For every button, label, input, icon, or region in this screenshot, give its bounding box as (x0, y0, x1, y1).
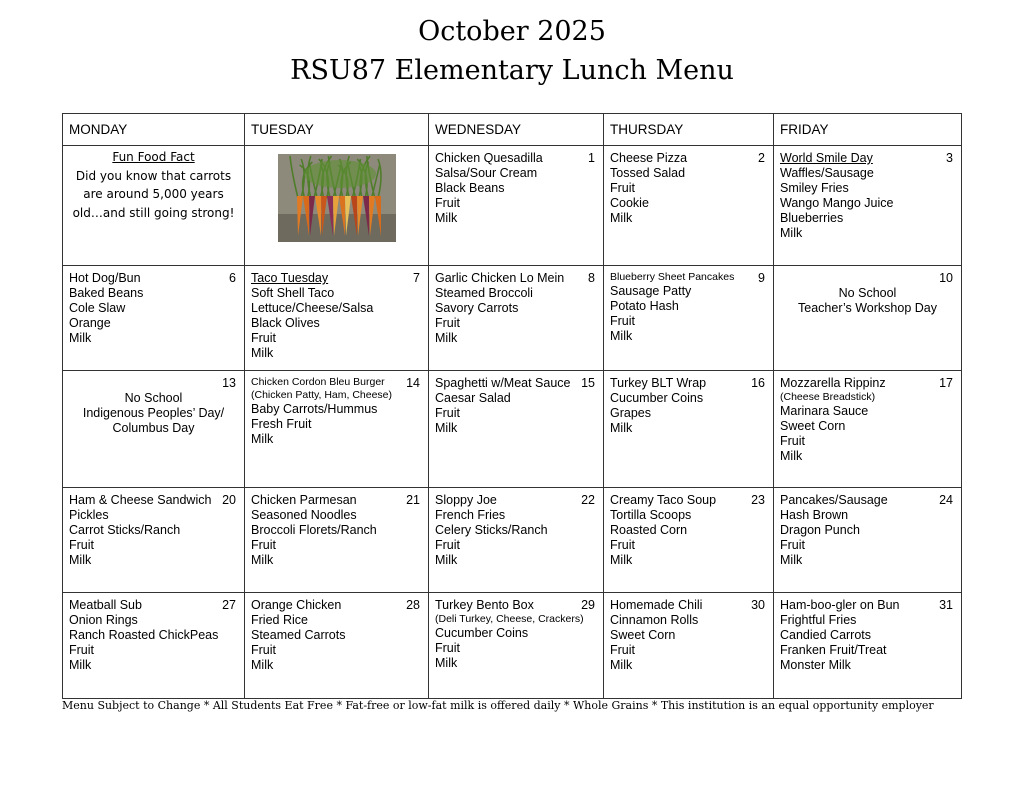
day-cell (63, 146, 245, 266)
carrots-photo-icon (278, 154, 396, 242)
menu-item: Roasted Corn (610, 523, 688, 537)
menu-item: Milk (435, 553, 458, 567)
menu-item: Marinara Sauce (780, 404, 869, 418)
day-cell (63, 371, 245, 488)
menu-item: Dragon Punch (780, 523, 860, 537)
lunch-calendar (62, 113, 962, 699)
menu-item-main: Turkey BLT Wrap (610, 376, 707, 390)
day-cell (63, 266, 245, 371)
menu-item: Potato Hash (610, 299, 679, 313)
menu-item-main: Sloppy Joe (435, 493, 497, 507)
day-cell (604, 488, 774, 593)
menu-item: Lettuce/Cheese/Salsa (251, 301, 374, 315)
menu-item: Fruit (610, 181, 635, 195)
menu-item: Milk (251, 553, 274, 567)
menu-item: Fruit (435, 406, 460, 420)
menu-item: Fruit (251, 643, 276, 657)
menu-item-main: Meatball Sub (69, 598, 142, 612)
menu-item: Milk (780, 226, 803, 240)
menu-item: Milk (610, 329, 633, 343)
menu-item: Milk (780, 553, 803, 567)
menu-item-main: Spaghetti w/Meat Sauce (435, 376, 571, 390)
day-number: 29 (581, 598, 595, 612)
menu-item-main: Blueberry Sheet Pancakes (610, 271, 735, 283)
menu-item: Candied Carrots (780, 628, 872, 642)
menu-item: Fruit (610, 538, 635, 552)
menu-item: Fruit (251, 538, 276, 552)
day-number: 14 (406, 376, 420, 390)
day-header-thursday: THURSDAY (604, 114, 774, 146)
menu-item: Fruit (69, 643, 94, 657)
week-row (63, 488, 962, 593)
menu-item: Tossed Salad (610, 166, 686, 180)
menu-item: Monster Milk (780, 658, 851, 672)
menu-item: Cinnamon Rolls (610, 613, 699, 627)
menu-item: Fruit (251, 331, 276, 345)
menu-item-main: Cheese Pizza (610, 151, 688, 165)
day-number: 23 (751, 493, 765, 507)
menu-item: Milk (69, 658, 92, 672)
menu-item: Caesar Salad (435, 391, 511, 405)
menu-item: Milk (251, 346, 274, 360)
fun-fact-heading: Fun Food Fact (112, 150, 195, 164)
menu-item: Grapes (610, 406, 651, 420)
menu-item-main: Ham & Cheese Sandwich (69, 493, 212, 507)
day-number: 15 (581, 376, 595, 390)
menu-item: Smiley Fries (780, 181, 849, 195)
week-row (63, 146, 962, 266)
menu-item: Fruit (780, 434, 805, 448)
day-header-monday: MONDAY (63, 114, 245, 146)
menu-item: Salsa/Sour Cream (435, 166, 538, 180)
menu-item: Fruit (610, 314, 635, 328)
day-cell (604, 371, 774, 488)
day-number: 3 (946, 151, 953, 165)
day-cell (774, 146, 962, 266)
menu-item: Celery Sticks/Ranch (435, 523, 548, 537)
menu-item: Steamed Carrots (251, 628, 346, 642)
menu-item-main: No School (838, 286, 897, 300)
menu-item: Broccoli Florets/Ranch (251, 523, 377, 537)
day-number: 30 (751, 598, 765, 612)
menu-item: Milk (251, 432, 274, 446)
menu-item: Milk (610, 211, 633, 225)
menu-item: Hash Brown (780, 508, 849, 522)
day-number: 27 (222, 598, 236, 612)
day-number: 22 (581, 493, 595, 507)
menu-item-main: Pancakes/Sausage (780, 493, 888, 507)
day-number: 8 (588, 271, 595, 285)
day-cell (63, 488, 245, 593)
week-row (63, 371, 962, 488)
menu-item: Fruit (69, 538, 94, 552)
menu-item: Milk (610, 553, 633, 567)
day-number: 31 (939, 598, 953, 612)
menu-item-main: Mozzarella Rippinz (780, 376, 886, 390)
menu-title: RSU87 Elementary Lunch Menu (290, 55, 734, 86)
menu-item: Pickles (69, 508, 109, 522)
menu-item: Fruit (435, 538, 460, 552)
day-cell (245, 371, 429, 488)
day-number: 10 (939, 271, 953, 285)
menu-item: Franken Fruit/Treat (780, 643, 887, 657)
menu-item: Carrot Sticks/Ranch (69, 523, 181, 537)
fun-fact-line: Did you know that carrots (75, 168, 232, 183)
menu-item: Milk (69, 553, 92, 567)
menu-item-main: Turkey Bento Box (435, 598, 534, 612)
day-cell (429, 146, 604, 266)
menu-item: Teacher’s Workshop Day (798, 301, 937, 315)
day-number: 9 (758, 271, 765, 285)
menu-item: Cookie (610, 196, 649, 210)
menu-item-main: Homemade Chili (610, 598, 703, 612)
menu-item: Sweet Corn (780, 419, 846, 433)
day-header-wednesday: WEDNESDAY (429, 114, 604, 146)
month-title: October 2025 (418, 16, 606, 47)
menu-item: Frightful Fries (780, 613, 857, 627)
day-cell (429, 593, 604, 699)
menu-item: Milk (610, 658, 633, 672)
menu-item: Cucumber Coins (610, 391, 704, 405)
menu-item-main: Garlic Chicken Lo Mein (435, 271, 565, 285)
menu-item: Baked Beans (69, 286, 144, 300)
day-header-friday: FRIDAY (774, 114, 962, 146)
day-number: 1 (588, 151, 595, 165)
menu-item: Fruit (780, 538, 805, 552)
menu-item: Indigenous Peoples’ Day/ (82, 406, 225, 420)
day-number: 6 (229, 271, 236, 285)
menu-item: (Chicken Patty, Ham, Cheese) (251, 389, 393, 401)
menu-item: Tortilla Scoops (610, 508, 692, 522)
menu-item-main: Orange Chicken (251, 598, 342, 612)
day-cell (774, 488, 962, 593)
menu-item: Fruit (435, 316, 460, 330)
menu-item: Milk (69, 331, 92, 345)
menu-item: Black Olives (251, 316, 320, 330)
menu-item-main: Ham-boo-gler on Bun (780, 598, 900, 612)
menu-item: Fruit (435, 641, 460, 655)
fun-fact-line: old…and still going strong! (72, 205, 235, 220)
menu-item: Blueberries (780, 211, 844, 225)
fun-fact-line: are around 5,000 years (83, 187, 224, 201)
day-cell (604, 146, 774, 266)
menu-item: French Fries (435, 508, 506, 522)
menu-item: Black Beans (435, 181, 505, 195)
menu-item-main: Chicken Parmesan (251, 493, 357, 507)
day-cell (63, 593, 245, 699)
menu-item-main: Chicken Quesadilla (435, 151, 543, 165)
day-cell (604, 266, 774, 371)
menu-item: Fresh Fruit (251, 417, 312, 431)
menu-item: Seasoned Noodles (251, 508, 357, 522)
menu-item: Sweet Corn (610, 628, 676, 642)
day-cell (245, 593, 429, 699)
menu-item: Cole Slaw (69, 301, 126, 315)
day-cell (604, 593, 774, 699)
day-number: 16 (751, 376, 765, 390)
day-header-tuesday: TUESDAY (245, 114, 429, 146)
day-cell (774, 593, 962, 699)
menu-item: Orange (69, 316, 111, 330)
day-number: 28 (406, 598, 420, 612)
menu-item: Milk (251, 658, 274, 672)
menu-item: Baby Carrots/Hummus (251, 402, 378, 416)
week-row (63, 593, 962, 699)
menu-item: Cucumber Coins (435, 626, 529, 640)
day-number: 21 (406, 493, 420, 507)
menu-item: Onion Rings (69, 613, 138, 627)
menu-item: Wango Mango Juice (780, 196, 894, 210)
menu-item: Sausage Patty (610, 284, 692, 298)
day-cell (245, 146, 429, 266)
day-number: 2 (758, 151, 765, 165)
menu-item-main: No School (124, 391, 183, 405)
menu-item: Milk (780, 449, 803, 463)
menu-item-main: Taco Tuesday (251, 271, 329, 285)
menu-item: Milk (610, 421, 633, 435)
day-cell (429, 266, 604, 371)
menu-item: Milk (435, 656, 458, 670)
menu-item: Savory Carrots (435, 301, 519, 315)
day-number: 13 (222, 376, 236, 390)
menu-item: Milk (435, 331, 458, 345)
menu-item-main: Chicken Cordon Bleu Burger (251, 376, 385, 388)
menu-item: Milk (435, 211, 458, 225)
day-number: 20 (222, 493, 236, 507)
day-cell (245, 488, 429, 593)
menu-item: Fruit (435, 196, 460, 210)
day-cell (774, 371, 962, 488)
menu-item: Fried Rice (251, 613, 308, 627)
menu-item: Milk (435, 421, 458, 435)
day-number: 17 (939, 376, 953, 390)
day-cell (429, 488, 604, 593)
menu-item: Columbus Day (112, 421, 195, 435)
menu-item: Ranch Roasted ChickPeas (69, 628, 219, 642)
day-number: 7 (413, 271, 420, 285)
menu-item: Soft Shell Taco (251, 286, 335, 300)
menu-item: Waffles/Sausage (780, 166, 874, 180)
day-cell (774, 266, 962, 371)
day-cell (245, 266, 429, 371)
day-cell (429, 371, 604, 488)
weekday-header-row (63, 114, 962, 146)
day-number: 24 (939, 493, 953, 507)
menu-item-main: World Smile Day (780, 151, 873, 165)
week-row (63, 266, 962, 371)
menu-item: (Cheese Breadstick) (780, 391, 876, 403)
menu-item-main: Creamy Taco Soup (610, 493, 717, 507)
menu-item: Steamed Broccoli (435, 286, 533, 300)
menu-item-main: Hot Dog/Bun (69, 271, 141, 285)
menu-item: Fruit (610, 643, 635, 657)
menu-item: (Deli Turkey, Cheese, Crackers) (435, 613, 584, 625)
footer-notice: Menu Subject to Change * All Students Eat Free * Fat-free or low-fat milk is offered daily * Whole Grains * This institution is an equal opportunity employer (62, 699, 934, 712)
